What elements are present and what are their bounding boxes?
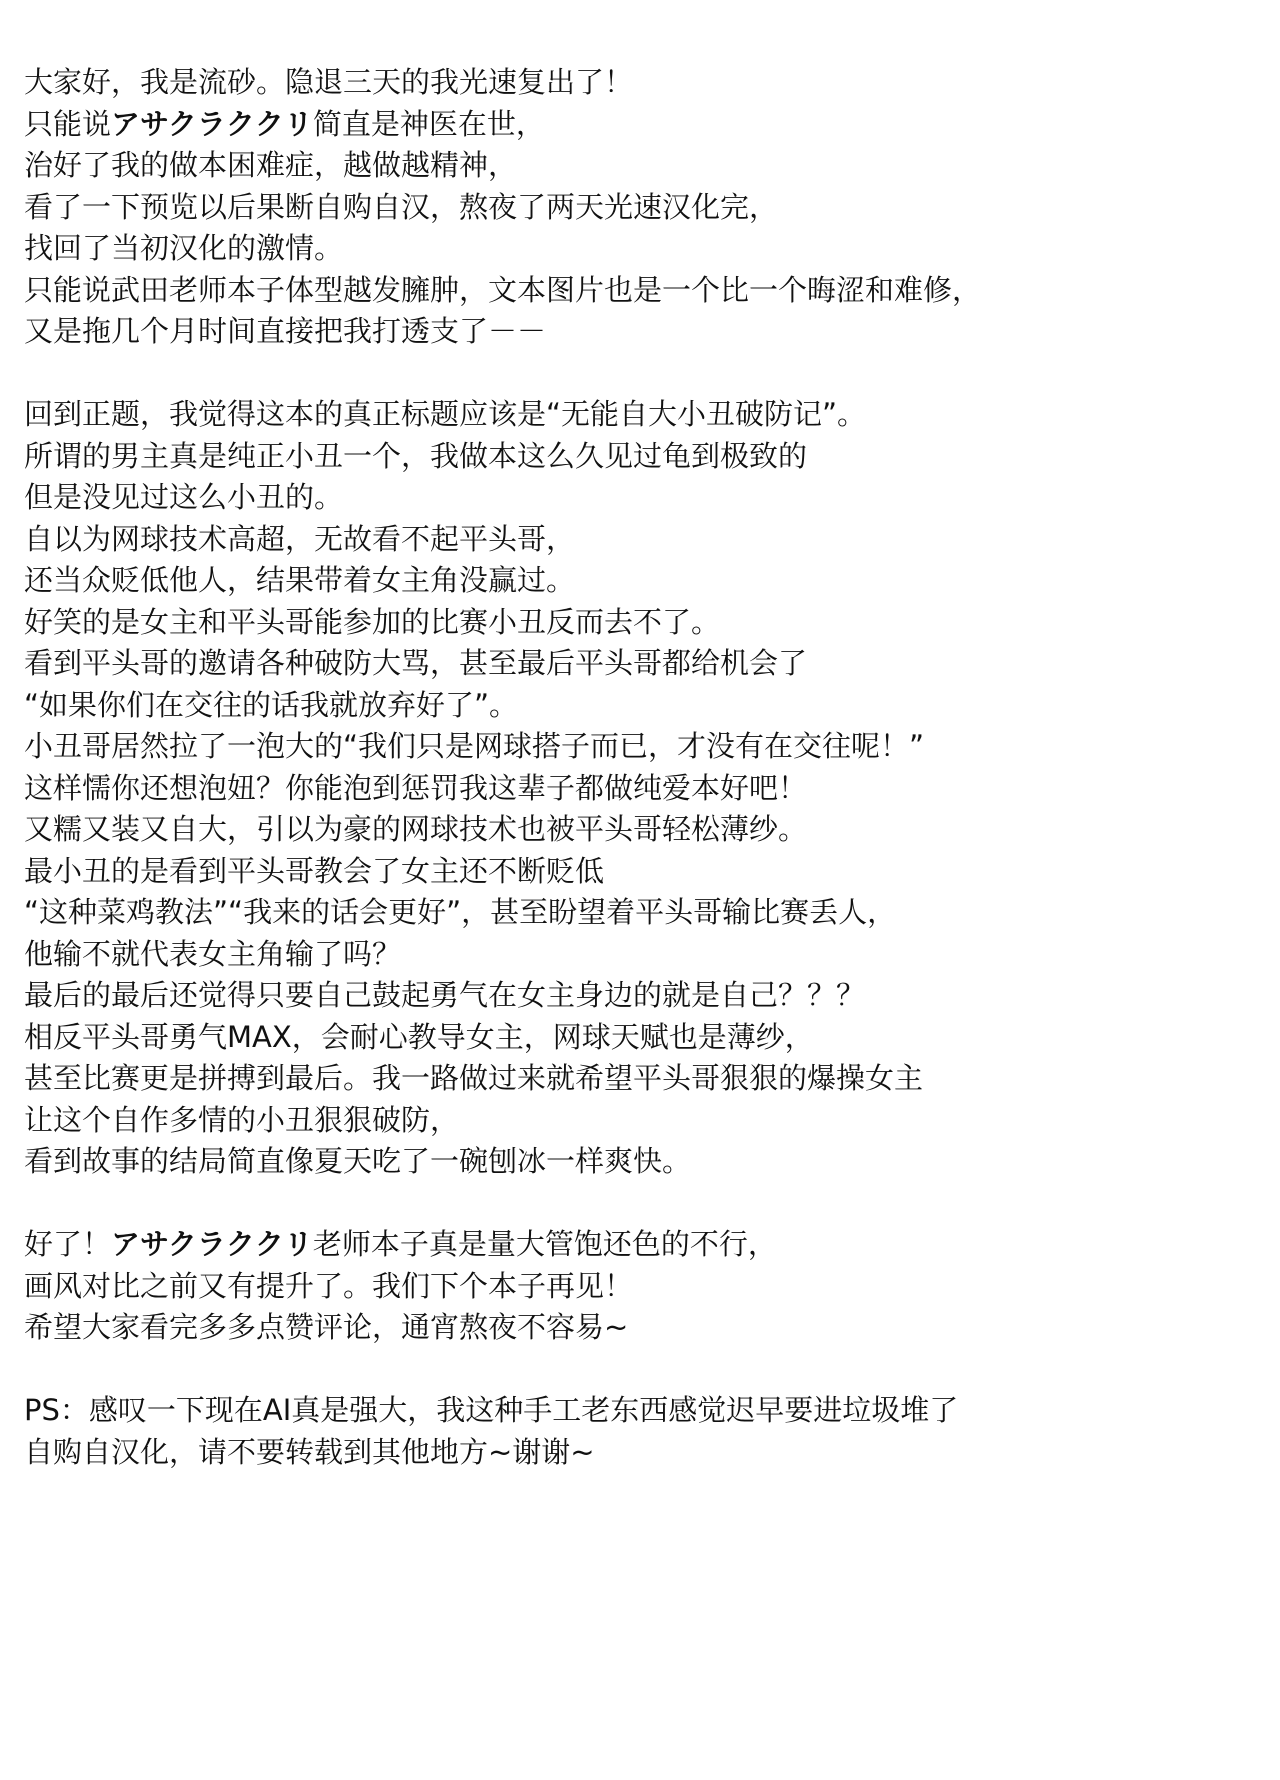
text-segment: 自购自汉化，请不要转载到其他地方~谢谢~ bbox=[24, 1434, 595, 1469]
text-line bbox=[24, 1390, 1256, 1432]
text-segment: 又是拖几个月时间直接把我打透支了－－ bbox=[24, 314, 547, 348]
text-segment: 相反平头哥勇气MAX，会耐心教导女主，网球天赋也是薄纱， bbox=[24, 1019, 814, 1054]
text-line bbox=[24, 394, 1256, 436]
text-segment: 老师本子真是量大管饱还色的不行， bbox=[312, 1227, 777, 1261]
text-segment: 好了！ bbox=[24, 1227, 112, 1261]
text-line bbox=[24, 145, 1256, 187]
text-line bbox=[24, 768, 1256, 810]
text-segment: PS：感叹一下现在AI真是强大，我这种手工老东西感觉迟早要进垃圾堆了 bbox=[24, 1393, 959, 1427]
text-line bbox=[24, 809, 1256, 851]
text-line bbox=[24, 602, 1256, 644]
text-line bbox=[24, 311, 1256, 353]
text-segment: 看到平头哥的邀请各种破防大骂，甚至最后平头哥都给机会了 bbox=[24, 646, 808, 680]
text-segment: 看了一下预览以后果断自购自汉，熬夜了两天光速汉化完， bbox=[24, 189, 779, 224]
text-line bbox=[24, 560, 1256, 602]
paragraph bbox=[24, 1390, 1256, 1473]
text-segment: 自以为网球技术高超，无故看不起平头哥， bbox=[24, 521, 576, 556]
text-segment: 小丑哥居然拉了一泡大的“我们只是网球搭子而已，才没有在交往呢！” bbox=[24, 729, 925, 763]
text-segment: 所谓的男主真是纯正小丑一个，我做本这么久见过龟到极致的 bbox=[24, 438, 808, 473]
text-segment: 回到正题，我觉得这本的真正标题应该是“无能自大小丑破防记”。 bbox=[24, 397, 867, 431]
text-line bbox=[24, 934, 1256, 976]
text-segment: 只能说 bbox=[24, 106, 112, 141]
text-segment: 还当众贬低他人，结果带着女主角没赢过。 bbox=[24, 563, 576, 597]
text-segment: 治好了我的做本困难症，越做越精神， bbox=[24, 148, 518, 182]
text-segment: 好笑的是女主和平头哥能参加的比赛小丑反而去不了。 bbox=[24, 604, 721, 639]
text-line bbox=[24, 643, 1256, 685]
paragraph bbox=[24, 62, 1256, 353]
text-segment: 只能说武田老师本子体型越发臃肿，文本图片也是一个比一个晦涩和难修， bbox=[24, 272, 982, 307]
bold-author-name: アサクラククリ bbox=[111, 1227, 313, 1261]
text-segment: 甚至比赛更是拼搏到最后。我一路做过来就希望平头哥狠狠的爆操女主 bbox=[24, 1061, 924, 1095]
text-segment: 又糯又装又自大，引以为豪的网球技术也被平头哥轻松薄纱。 bbox=[24, 812, 808, 846]
text-line bbox=[24, 685, 1256, 727]
text-line bbox=[24, 1432, 1256, 1474]
text-line bbox=[24, 104, 1256, 146]
text-segment: “如果你们在交往的话我就放弃好了”。 bbox=[24, 687, 519, 722]
text-line bbox=[24, 228, 1256, 270]
text-segment: “这种菜鸡教法”“我来的话会更好”，甚至盼望着平头哥输比赛丢人， bbox=[24, 895, 897, 929]
text-segment: 最小丑的是看到平头哥教会了女主还不断贬低 bbox=[24, 853, 605, 888]
text-segment: 这样懦你还想泡妞？你能泡到惩罚我这辈子都做纯爱本好吧！ bbox=[24, 770, 808, 805]
text-line bbox=[24, 1100, 1256, 1142]
text-line bbox=[24, 270, 1256, 312]
text-segment: 找回了当初汉化的激情。 bbox=[24, 231, 344, 265]
text-line bbox=[24, 1307, 1256, 1349]
text-line bbox=[24, 1017, 1256, 1059]
text-line bbox=[24, 1266, 1256, 1308]
text-segment: 看到故事的结局简直像夏天吃了一碗刨冰一样爽快。 bbox=[24, 1144, 692, 1178]
text-line bbox=[24, 1141, 1256, 1183]
paragraph bbox=[24, 1224, 1256, 1349]
text-segment: 让这个自作多情的小丑狠狠破防， bbox=[24, 1102, 460, 1137]
text-line bbox=[24, 851, 1256, 893]
paragraph bbox=[24, 394, 1256, 1183]
text-segment: 但是没见过这么小丑的。 bbox=[24, 480, 344, 514]
text-segment: 他输不就代表女主角输了吗？ bbox=[24, 936, 402, 971]
translator-notes bbox=[24, 62, 1256, 1473]
text-line bbox=[24, 62, 1256, 104]
text-line bbox=[24, 975, 1256, 1017]
text-line bbox=[24, 726, 1256, 768]
text-line bbox=[24, 892, 1256, 934]
text-line bbox=[24, 1058, 1256, 1100]
text-line bbox=[24, 519, 1256, 561]
text-segment: 大家好，我是流砂。隐退三天的我光速复出了！ bbox=[24, 65, 634, 99]
text-line bbox=[24, 187, 1256, 229]
text-segment: 最后的最后还觉得只要自己鼓起勇气在女主身边的就是自己？？？ bbox=[24, 978, 866, 1012]
text-line bbox=[24, 477, 1256, 519]
bold-author-name: アサクラククリ bbox=[111, 106, 313, 141]
text-line bbox=[24, 1224, 1256, 1266]
text-segment: 希望大家看完多多点赞评论，通宵熬夜不容易~ bbox=[24, 1310, 629, 1344]
text-segment: 简直是神医在世， bbox=[312, 106, 545, 141]
text-segment: 画风对比之前又有提升了。我们下个本子再见！ bbox=[24, 1268, 634, 1303]
text-line bbox=[24, 436, 1256, 478]
